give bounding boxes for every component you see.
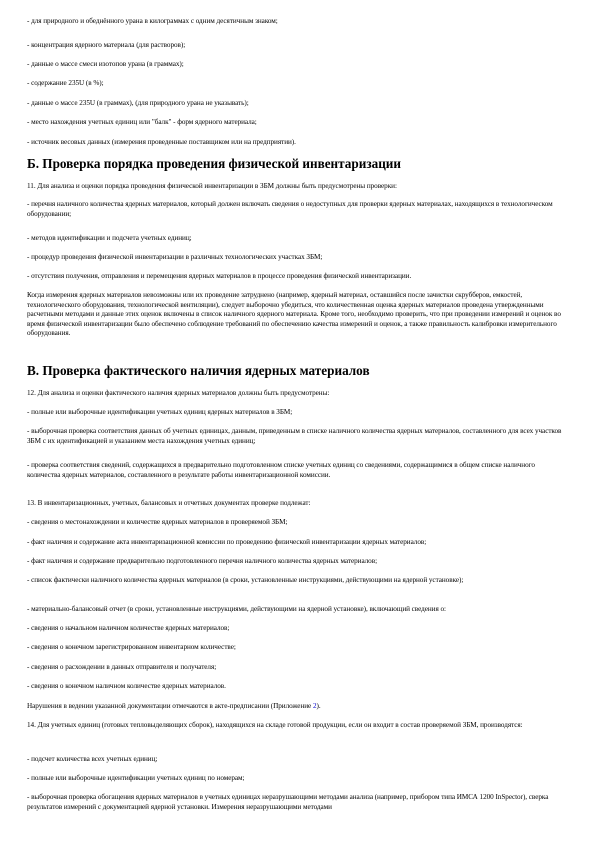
list-item: - полные или выборочные идентификации учетных единиц по номерам; [27,774,245,782]
list-item: - процедур проведения физической инвентаризации в различных технологических участках ЗБМ; [27,253,323,261]
list-item: - подсчет количества всех учетных единиц; [27,755,158,763]
section-heading-b: Б. Проверка порядка проведения физической инвентаризации [27,156,402,171]
measurement-note: Когда измерения ядерных материалов невозможны или их проведение затруднено (например, ядерный материал, оставшийся после зачистки скрубберов, емкостей, технологического оборудования, технологической вентиляции), следует выборочно убедиться, что количественная оценка ядерных материалов проведена утвержденными расчетными методами и данные этих оценок включены в список наличного ядерного материала. Кроме того, необходимо проверить, что при проведении измерений и оценок во время физической инвентаризации было обеспечено соблюдение требований по обеспечению качества измерений и оценок, а также правильность калибровки измерительного оборудования. [27,291,561,338]
list-item: - данные о массе смеси изотопов урана (в граммах); [27,60,184,68]
list-item: - сведения о расхождении в данных отправителя и получателя; [27,663,217,671]
list-item: - выборочная проверка соответствия данных об учетных единицах, данным, приведенным в списке наличного количества ядерных материалов, составленного для всех участков ЗБМ с их идентификацией и указанием места нахождения учетных единиц; [27,427,562,445]
list-item: - сведения о местонахождении и количестве ядерных материалов в проверяемой ЗБМ; [27,518,288,526]
paragraph-12: 12. Для анализа и оценки фактического наличия ядерных материалов должны быть предусмотрены: [27,389,330,397]
paragraph-11: 11. Для анализа и оценки порядка проведения физической инвентаризации в ЗБМ должны быть предусмотрены проверки: [27,182,397,190]
list-item: - полные или выборочные идентификации учетных единиц ядерных материалов в ЗБМ; [27,408,293,416]
list-item: - для природного и обеднённого урана в килограммах с одним десятичным знаком; [27,17,278,25]
list-item: - отсутствия получения, отправления и перемещения ядерных материалов в процессе проведения физической инвентаризации. [27,272,412,280]
list-item: - сведения о конечном наличном количестве ядерных материалов. [27,682,226,690]
violations-text: Нарушения в ведении указанной документации отмечаются в акте-предписании (Приложение [27,702,313,710]
paragraph-13: 13. В инвентаризационных, учетных, балансовых и отчетных документах проверке подлежат: [27,499,311,507]
list-item: - содержание 235U (в %); [27,79,104,87]
list-item: - перечня наличного количества ядерных материалов, который должен включать сведения о недоступных для проверки ядерных материалах, находящихся в технологическом оборудовании; [27,200,553,218]
violations-note [27,702,569,712]
list-item: - список фактически наличного количества ядерных материалов (в сроки, установленные инструкциями, действующими на ядерной установке); [27,576,464,584]
list-item: - факт наличия и содержание акта инвентаризационной комиссии по проведению физической инвентаризации ядерных материалов; [27,538,427,546]
list-item: - концентрация ядерного материала (для растворов); [27,41,186,49]
list-item: - место нахождения учетных единиц или "балк" - форм ядерного материала; [27,118,257,126]
list-item: - сведения о конечном зарегистрированном инвентарном количестве; [27,643,236,651]
list-item: - источник весовых данных (измерения проведенные поставщиком или на предприятии). [27,138,296,146]
appendix-link[interactable]: 2 [312,702,317,710]
document-page [27,0,569,842]
list-item: - выборочная проверка обогащения ядерных материалов в учетных единицах неразрушающими методами анализа (например, прибором типа ИМСА 1200 InSpector), сверка результатов измерений с документацией ядерной установки. Измерения неразрушающими методами [27,793,549,811]
list-item: - факт наличия и содержание предварительно подготовленного перечня наличного количества ядерных материалов; [27,557,378,565]
list-item: - методов идентификации и подсчета учетных единиц; [27,234,192,242]
section-heading-v: В. Проверка фактического наличия ядерных материалов [27,363,370,378]
violations-text-end: ). [316,702,321,710]
list-item: - данные о массе 235U (в граммах), (для природного урана не указывать); [27,99,249,107]
paragraph-14: 14. Для учетных единиц (готовых тепловыделяющих сборок), находящихся на складе готовой продукции, если он входит в состав проверяемой ЗБМ, производятся: [27,721,523,729]
list-item: - материально-балансовый отчет (в сроки, установленные инструкциями, действующими на ядерной установке), включающий сведения о: [27,605,446,613]
list-item: - проверка соответствия сведений, содержащихся в предварительно подготовленном списке учетных единиц со сведениями, содержащимися в общем списке наличного количества ядерных материалов, составленного в результате работы инвентаризационной комиссии. [27,461,535,479]
list-item: - сведения о начальном наличном количестве ядерных материалов; [27,624,230,632]
